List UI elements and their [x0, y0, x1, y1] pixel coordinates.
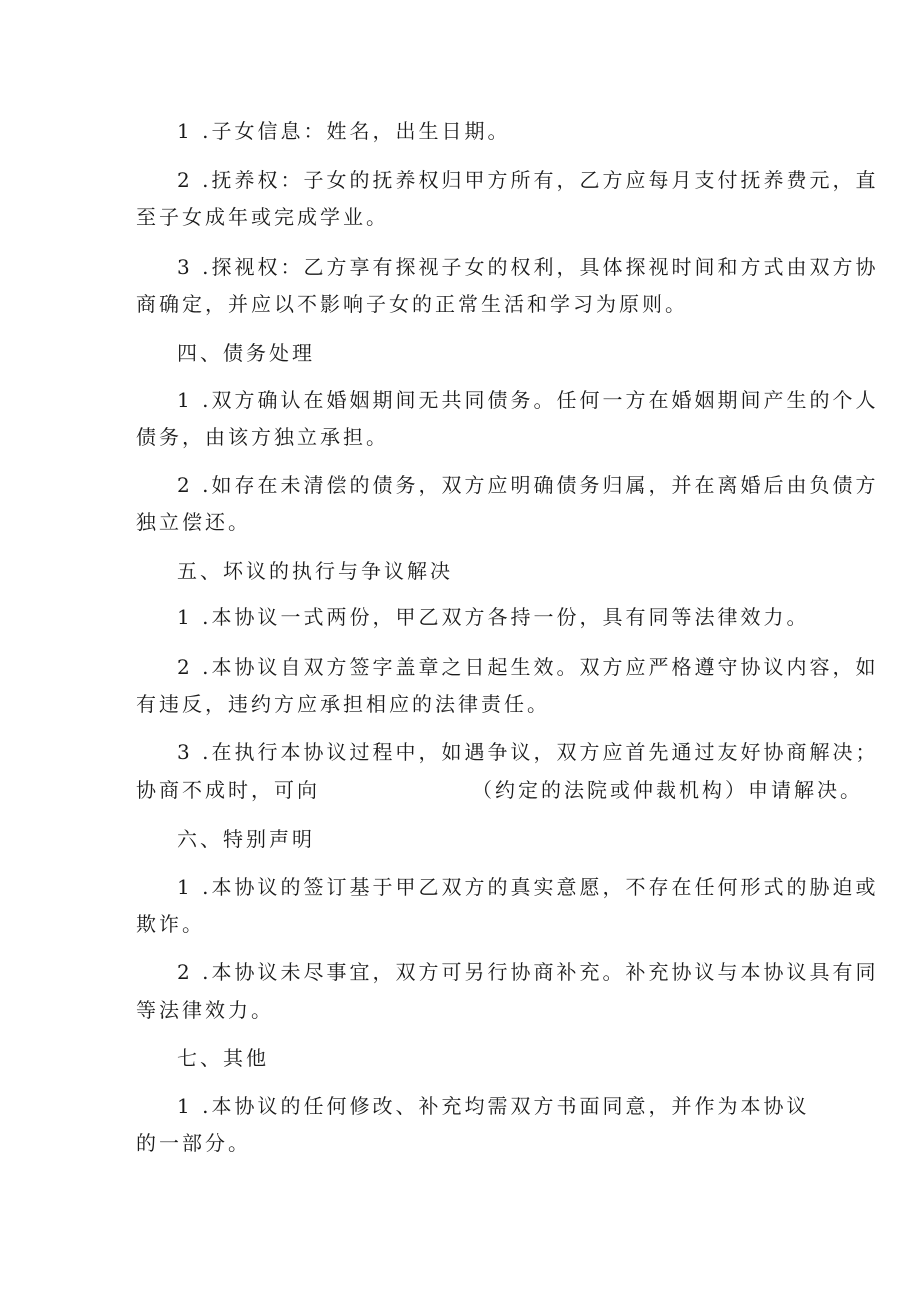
paragraph-line: 3 .探视权：乙方享有探视子女的权利，具体探视时间和方式由双方协 [177, 255, 879, 279]
line-part: 协商不成时，可向 [136, 778, 320, 802]
paragraph-line [136, 776, 863, 804]
section-heading: 七、其他 [177, 1046, 269, 1070]
paragraph-line: 1 .本协议的签订基于甲乙双方的真实意愿，不存在任何形式的胁迫或 [177, 875, 879, 899]
paragraph-line: 1 .子女信息：姓名，出生日期。 [177, 119, 511, 143]
paragraph-line: 债务，由该方独立承担。 [136, 425, 389, 449]
paragraph-line: 欺诈。 [136, 912, 205, 936]
paragraph-line: 2 .抚养权：子女的抚养权归甲方所有，乙方应每月支付抚养费元，直 [177, 168, 879, 192]
paragraph-line: 1 .本协议的任何修改、补充均需双方书面同意，并作为本协议 [177, 1094, 810, 1118]
paragraph-line: 1 .双方确认在婚姻期间无共同债务。任何一方在婚姻期间产生的个人 [177, 388, 879, 412]
paragraph-line: 3 .在执行本协议过程中，如遇争议，双方应首先通过友好协商解决； [177, 740, 879, 764]
section-heading: 六、特别声明 [177, 827, 315, 851]
paragraph-line: 商确定，并应以不影响子女的正常生活和学习为原则。 [136, 292, 688, 316]
section-heading: 四、债务处理 [177, 341, 315, 365]
paragraph-line: 等法律效力。 [136, 998, 274, 1022]
paragraph-line: 2 .本协议未尽事宜，双方可另行协商补充。补充协议与本协议具有同 [177, 960, 879, 984]
paragraph-line: 至子女成年或完成学业。 [136, 205, 389, 229]
paragraph-line: 有违反，违约方应承担相应的法律责任。 [136, 692, 550, 716]
line-part: （约定的法院或仲裁机构）申请解决。 [472, 778, 863, 802]
paragraph-line: 2 .本协议自双方签字盖章之日起生效。双方应严格遵守协议内容，如 [177, 655, 879, 679]
paragraph-line: 独立偿还。 [136, 510, 251, 534]
paragraph-line: 的一部分。 [136, 1131, 251, 1155]
paragraph-line: 1 .本协议一式两份，甲乙双方各持一份，具有同等法律效力。 [177, 605, 810, 629]
paragraph-line: 2 .如存在未清偿的债务，双方应明确债务归属，并在离婚后由负债方 [177, 473, 879, 497]
section-heading: 五、坏议的执行与争议解决 [177, 559, 453, 583]
